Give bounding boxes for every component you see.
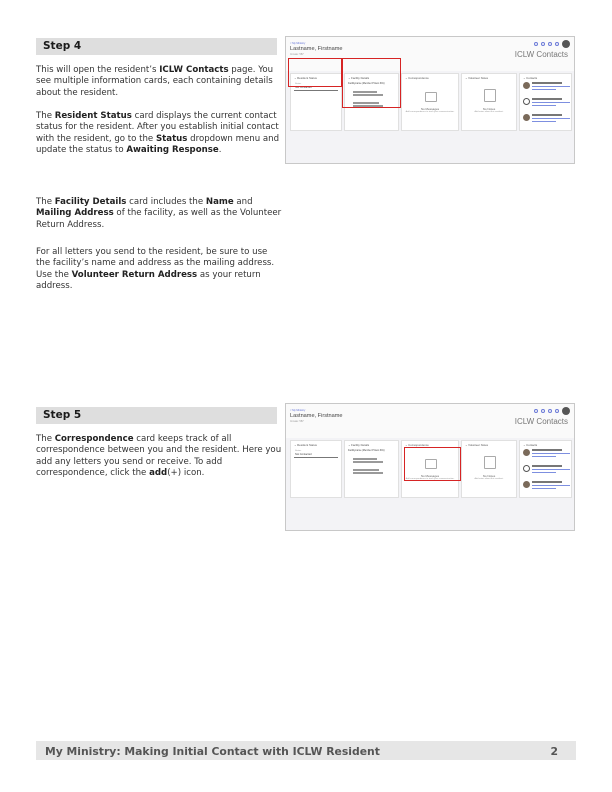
facility-details-highlight (342, 58, 401, 108)
status-value: Not Contacted (295, 453, 312, 456)
avatar (523, 481, 530, 488)
avatar (523, 114, 530, 121)
back-link: < My Ministry (290, 42, 306, 45)
resident-status-highlight (288, 58, 342, 87)
card-title: ⌄ Contacts (523, 76, 537, 80)
contact-detail (532, 102, 570, 103)
grid-icon (534, 409, 538, 413)
notes-icon (484, 456, 496, 469)
card-title: ⌄ Correspondence (405, 76, 429, 80)
contact-row (523, 98, 575, 112)
footer-title: My Ministry: Making Initial Contact with ICLW Resident (45, 745, 380, 758)
page-footer (36, 741, 576, 760)
status-underline (294, 90, 338, 91)
step-4-paragraph-1: This will open the resident’s ICLW Contacts page. You see multiple information cards, each containing details about the resident. (36, 65, 274, 98)
facility-name: Facilityname (Member Prison #01) (348, 82, 385, 85)
status-underline (294, 457, 338, 458)
contact-name (532, 449, 562, 451)
resident-name: Lastname, Firstname (290, 413, 343, 419)
resident-name: Lastname, Firstname (290, 46, 343, 52)
contact-detail (532, 469, 570, 470)
help-icon (541, 409, 545, 413)
card-title: ⌄ Facility Details (348, 443, 369, 447)
contact-detail (532, 472, 556, 473)
brand-title: ICLW Contacts (514, 417, 568, 426)
card-title: ⌄ Contacts (523, 443, 537, 447)
contact-detail (532, 121, 556, 122)
step-4-paragraph-4: For all letters you send to the resident, be sure to use the facility’s name and address as the mailing address. Use the Volunteer Return Address as your return address. (36, 247, 275, 291)
no-messages-subtext: Add correspondence to track your communication. (405, 111, 455, 113)
resident-id: Inmate: 587 (290, 53, 304, 56)
status-label: Status (295, 83, 302, 85)
avatar (523, 98, 530, 105)
contact-row (523, 114, 575, 128)
contact-name (532, 82, 562, 84)
card-title: ⌄ Resident Status (294, 443, 317, 447)
card-title: ⌄ Correspondence (405, 443, 429, 447)
no-notes-subtext: Add notes about this resident. (474, 478, 504, 480)
notes-icon (484, 89, 496, 102)
no-messages-text: No Messages (420, 474, 440, 478)
contact-row (523, 465, 575, 479)
avatar (562, 407, 570, 415)
card-title: ⌄ Resident Status (294, 76, 317, 80)
contact-detail (532, 89, 556, 90)
address-line (353, 472, 383, 474)
avatar (562, 40, 570, 48)
contact-detail (532, 118, 570, 119)
facility-name: Facilityname (Member Prison #01) (348, 449, 385, 452)
contact-detail (532, 86, 570, 87)
address-line (353, 461, 383, 463)
status-label: Status (295, 450, 302, 452)
iclw-contacts-screenshot-2 (285, 403, 575, 531)
avatar (523, 449, 530, 456)
step-4-heading: Step 4 (36, 38, 277, 55)
brand-title: ICLW Contacts (514, 50, 568, 59)
contact-row (523, 449, 575, 463)
resident-status-card (290, 440, 342, 498)
iclw-contacts-screenshot-1 (285, 36, 575, 164)
avatar (523, 82, 530, 89)
no-messages-text: No Messages (420, 107, 440, 111)
avatar (523, 465, 530, 472)
screenshot-topbar (286, 404, 574, 438)
no-notes-text: No Notes (482, 474, 496, 478)
contacts-card (519, 440, 572, 498)
contact-row (523, 481, 575, 495)
header-icons (534, 407, 570, 415)
no-messages-subtext: Add correspondence to track your communication. (405, 478, 455, 480)
volunteer-notes-card (461, 440, 517, 498)
contact-name (532, 465, 562, 467)
bell-icon (548, 409, 552, 413)
step-5-paragraph-1: The Correspondence card keeps track of all correspondence between you and the resident. Here you add any letters you send or receive. To add correspondence, click the add(+) icon. (36, 434, 282, 478)
address-line (353, 469, 379, 471)
card-title: ⌄ Facility Details (348, 76, 369, 80)
header-icons (534, 40, 570, 48)
contact-detail (532, 105, 556, 106)
contact-detail (532, 488, 556, 489)
contact-detail (532, 456, 556, 457)
contact-detail (532, 453, 570, 454)
step-4-paragraph-2: The Resident Status card displays the current contact status for the resident. After you establish initial contact with the resident, go to the Status dropdown menu and update the status to Awaiting Response. (36, 111, 280, 155)
contacts-card (519, 73, 572, 131)
card-title: ⌄ Volunteer Notes (465, 443, 488, 447)
facility-details-card (344, 440, 399, 498)
grid-icon (534, 42, 538, 46)
step-5-heading: Step 5 (36, 407, 277, 424)
contact-name (532, 114, 562, 116)
bell-icon (548, 42, 552, 46)
no-notes-text: No Notes (482, 107, 496, 111)
mail-icon (425, 92, 437, 102)
step-4-paragraph-3: The Facility Details card includes the Name and Mailing Address of the facility, as well as the Volunteer Return Address. (36, 197, 282, 230)
refresh-icon (555, 42, 559, 46)
page-number: 2 (550, 745, 558, 758)
back-link: < My Ministry (290, 409, 306, 412)
no-notes-subtext: Add notes about this resident. (474, 111, 504, 113)
card-title: ⌄ Volunteer Notes (465, 76, 488, 80)
resident-id: Inmate: 587 (290, 420, 304, 423)
help-icon (541, 42, 545, 46)
contact-name (532, 98, 562, 100)
correspondence-card (401, 73, 459, 131)
volunteer-notes-card (461, 73, 517, 131)
address-line (353, 458, 377, 460)
contact-detail (532, 485, 570, 486)
contact-row (523, 82, 575, 96)
refresh-icon (555, 409, 559, 413)
status-value: Not Contacted (295, 86, 312, 89)
correspondence-highlight (404, 447, 461, 481)
contact-name (532, 481, 562, 483)
